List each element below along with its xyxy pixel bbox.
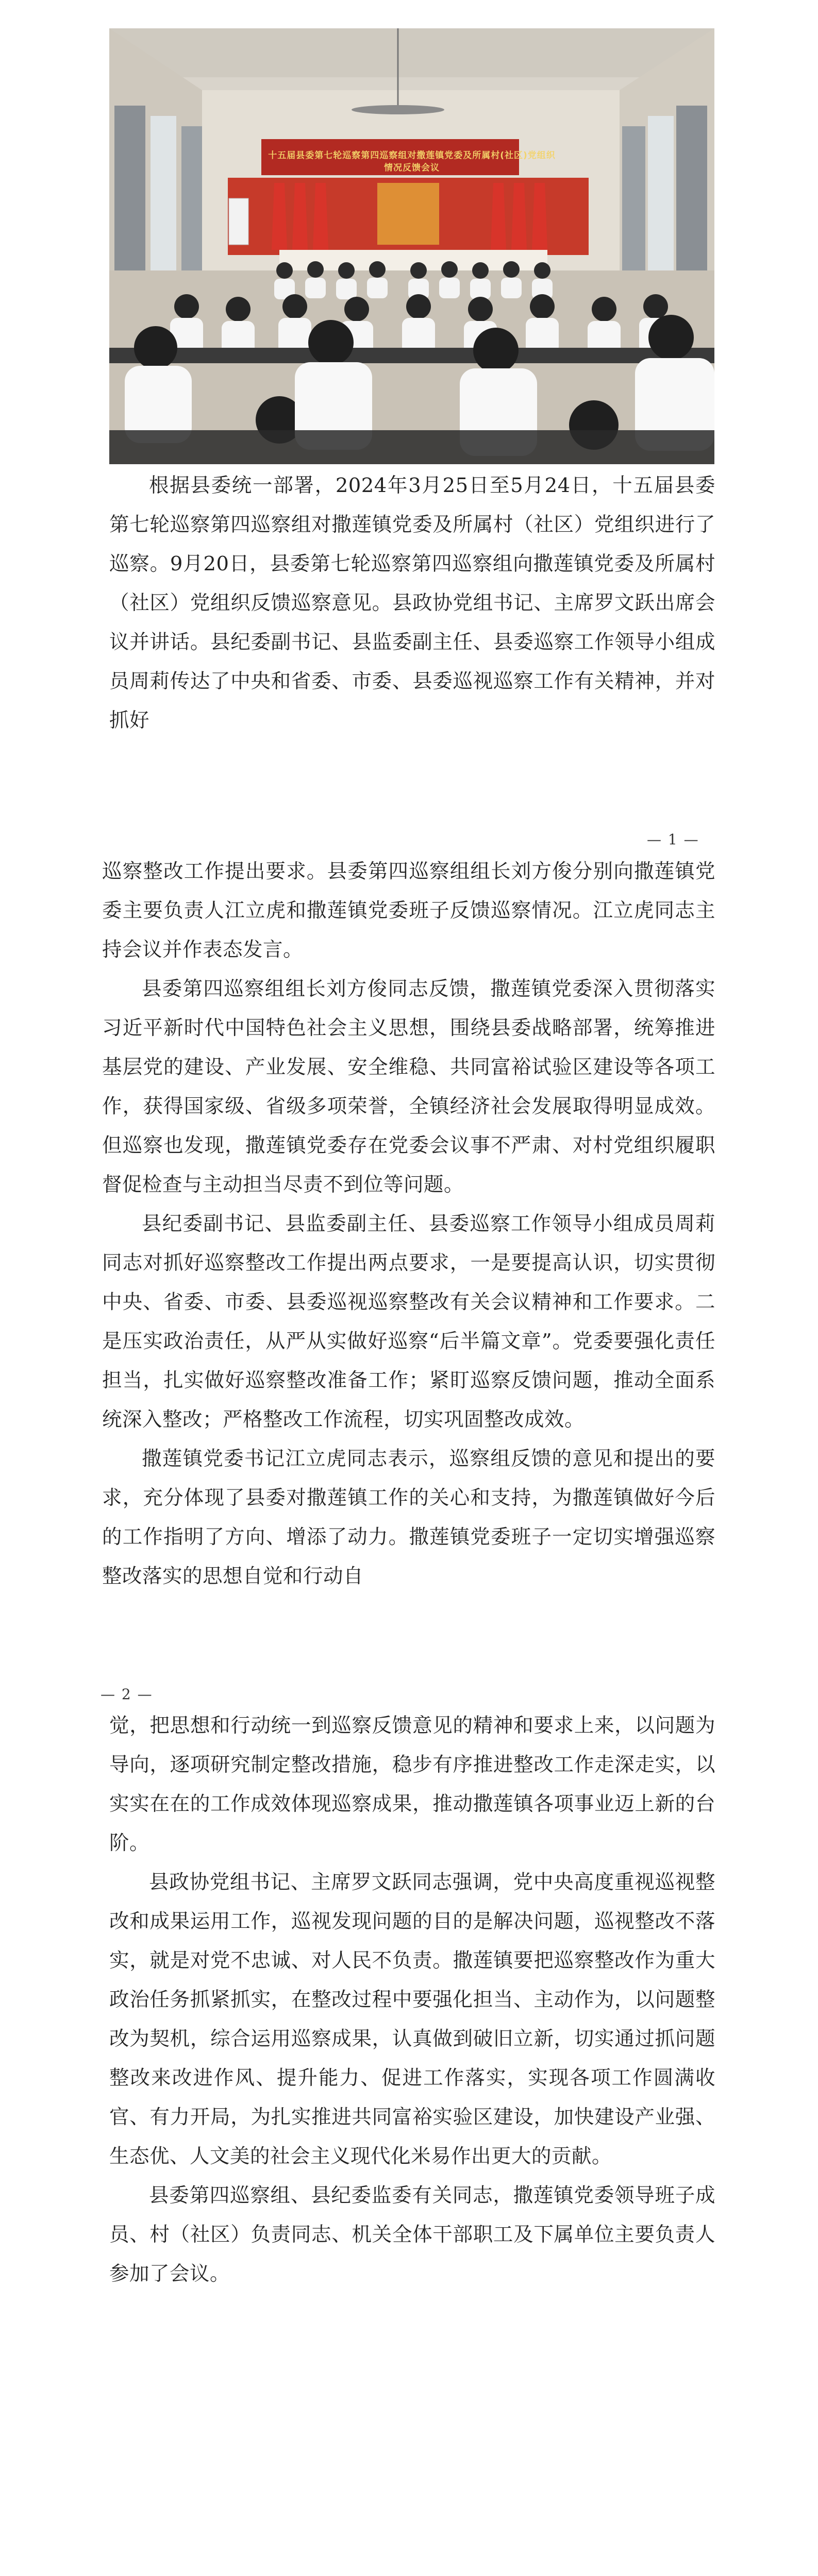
paragraph: 根据县委统一部署，2024年3月25日至5月24日，十五届县委第七轮巡察第四巡察组对撒莲镇党委及所属村（社区）党组织进行了巡察。9月20日，县委第七轮巡察第四巡察组向撒莲镇党委及所属村（社区）党组织反馈巡察意见。县政协党组书记、主席罗文跃出席会议并讲话。县纪委副书记、县监委副主任、县委巡察工作领导小组成员周莉传达了中央和省委、市委、县委巡视巡察工作有关精神，并对抓好 — [109, 474, 715, 732]
banner-text-line1: 十五届县委第七轮巡察第四巡察组对撒莲镇党委及所属村(社区)党组织 — [268, 150, 556, 161]
page-2-body — [102, 852, 715, 1596]
paragraph: 县委第四巡察组、县纪委监委有关同志，撒莲镇党委领导班子成员、村（社区）负责同志、机关全体干部职工及下属单位主要负责人参加了会议。 — [109, 2184, 715, 2285]
page-1-body — [109, 466, 715, 740]
banner-text-line2: 情况反馈会议 — [384, 163, 440, 173]
page-number-1: — 1 — — [647, 831, 699, 848]
meeting-photo — [109, 28, 714, 464]
meeting-photo-illustration — [109, 28, 714, 464]
page-number-2: — 2 — — [101, 1686, 153, 1703]
paragraph: 觉，把思想和行动统一到巡察反馈意见的精神和要求上来，以问题为导向，逐项研究制定整改措施，稳步有序推进整改工作走深走实，以实实在在的工作成效体现巡察成果，推动撒莲镇各项事业迈上新的台阶。 — [109, 1714, 715, 1855]
paragraph: 巡察整改工作提出要求。县委第四巡察组组长刘方俊分别向撒莲镇党委主要负责人江立虎和撒莲镇党委班子反馈巡察情况。江立虎同志主持会议并作表态发言。 — [102, 860, 715, 961]
paragraph: 撒莲镇党委书记江立虎同志表示，巡察组反馈的意见和提出的要求，充分体现了县委对撒莲镇工作的关心和支持，为撒莲镇做好今后的工作指明了方向、增添了动力。撒莲镇党委班子一定切实增强巡察整改落实的思想自觉和行动自 — [102, 1447, 715, 1588]
page-3-body — [109, 1706, 715, 2294]
paragraph: 县政协党组书记、主席罗文跃同志强调，党中央高度重视巡视整改和成果运用工作，巡视发现问题的目的是解决问题，巡视整改不落实，就是对党不忠诚、对人民不负责。撒莲镇要把巡察整改作为重大政治任务抓紧抓实，在整改过程中要强化担当、主动作为，以问题整改为契机，综合运用巡察成果，认真做到破旧立新，切实通过抓问题整改来改进作风、提升能力、促进工作落实，实现各项工作圆满收官、有力开局，为扎实推进共同富裕实验区建设，加快建设产业强、生态优、人文美的社会主义现代化米易作出更大的贡献。 — [109, 1871, 715, 2168]
paragraph: 县委第四巡察组组长刘方俊同志反馈，撒莲镇党委深入贯彻落实习近平新时代中国特色社会主义思想，围绕县委战略部署，统筹推进基层党的建设、产业发展、安全维稳、共同富裕试验区建设等各项工作，获得国家级、省级多项荣誉，全镇经济社会发展取得明显成效。但巡察也发现，撒莲镇党委存在党委会议事不严肃、对村党组织履职督促检查与主动担当尽责不到位等问题。 — [102, 977, 715, 1196]
paragraph: 县纪委副书记、县监委副主任、县委巡察工作领导小组成员周莉同志对抓好巡察整改工作提出两点要求，一是要提高认识，切实贯彻中央、省委、市委、县委巡视巡察整改有关会议精神和工作要求。二是压实政治责任，从严从实做好巡察“后半篇文章”。党委要强化责任担当，扎实做好巡察整改准备工作；紧盯巡察反馈问题，推动全面系统深入整改；严格整改工作流程，切实巩固整改成效。 — [102, 1212, 715, 1431]
